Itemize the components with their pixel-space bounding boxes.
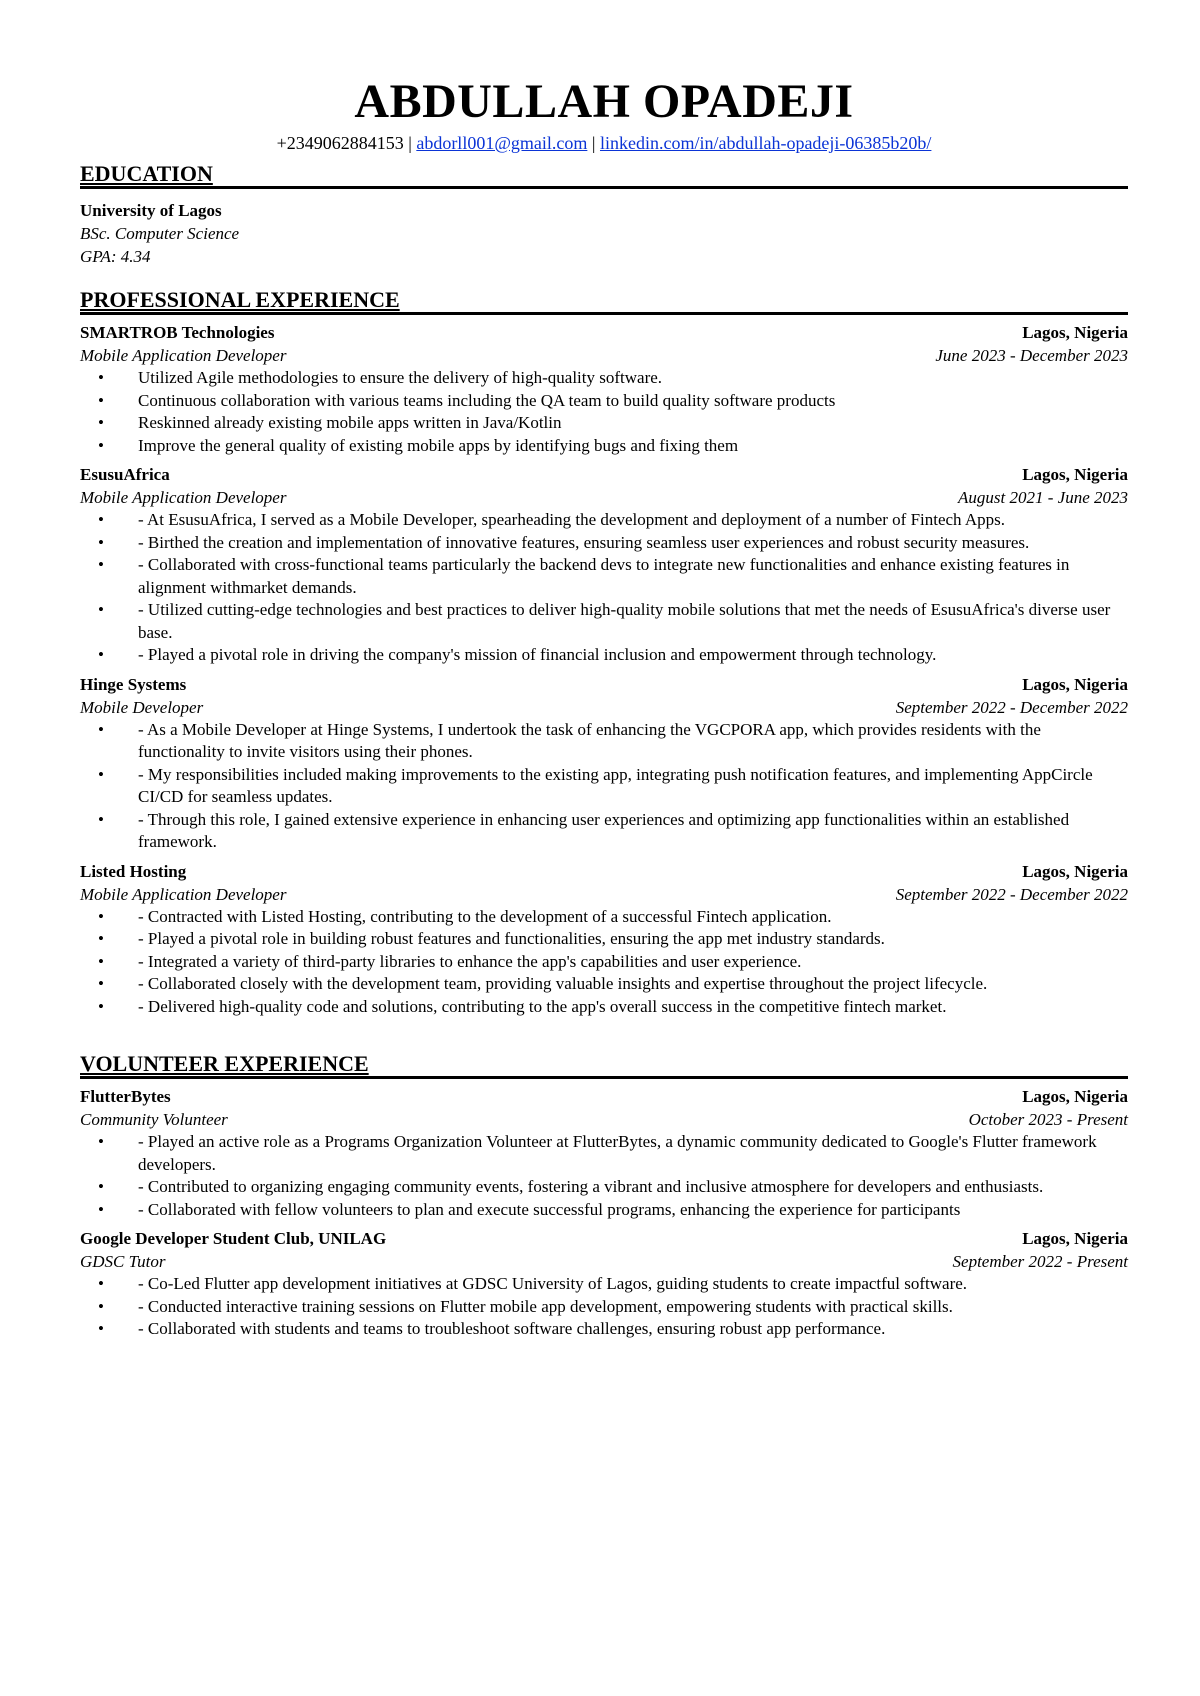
experience-entry	[80, 1227, 1128, 1341]
bullet-item	[80, 1318, 1128, 1341]
bullet-icon: •	[98, 809, 104, 829]
bullet-item	[80, 809, 1128, 854]
job-dates: June 2023 - December 2023	[935, 346, 1128, 365]
bullet-text: - Played a pivotal role in building robust features and functionalities, ensuring the app met industry standards.	[138, 929, 885, 948]
separator: |	[591, 133, 596, 153]
job-location: Lagos, Nigeria	[1022, 1229, 1128, 1248]
bullet-text: - Through this role, I gained extensive experience in enhancing user experiences and optimizing app functionalities within an established framework.	[138, 809, 1070, 851]
bullet-item	[80, 390, 1128, 413]
entry-header-row	[80, 463, 1128, 486]
job-role: Community Volunteer	[80, 1110, 228, 1129]
bullet-icon: •	[98, 974, 104, 993]
bullet-text: - As a Mobile Developer at Hinge Systems, I undertook the task of enhancing the VGCPORA app, which provides residents with the functionality to invite visitors using their phones.	[138, 719, 1041, 761]
bullet-item	[80, 719, 1128, 764]
bullet-icon: •	[98, 719, 104, 739]
bullet-text: - Collaborated with fellow volunteers to plan and execute successful programs, enhancing the experience for participants	[138, 1199, 961, 1219]
bullet-list	[80, 1131, 1128, 1221]
entry-role-row	[80, 486, 1128, 509]
volunteer-experience-section	[80, 1052, 1128, 1341]
entry-header-row	[80, 1227, 1128, 1250]
section-heading: EDUCATION	[80, 162, 1128, 189]
entry-role-row	[80, 344, 1128, 367]
bullet-item	[80, 532, 1128, 555]
bullet-item	[80, 509, 1128, 532]
bullet-icon: •	[98, 1319, 104, 1338]
experience-entry	[80, 463, 1128, 667]
bullet-item	[80, 973, 1128, 996]
bullet-icon: •	[98, 555, 104, 574]
job-role: Mobile Application Developer	[80, 884, 287, 904]
bullet-text: - Collaborated with students and teams to troubleshoot software challenges, ensuring robust app performance.	[138, 1319, 886, 1338]
bullet-item	[80, 906, 1128, 929]
company-name: SMARTROB Technologies	[80, 323, 275, 342]
experience-entry	[80, 321, 1128, 457]
entry-role-row	[80, 883, 1128, 906]
company-name: EsusuAfrica	[80, 465, 170, 484]
bullet-text: - Birthed the creation and implementation of innovative features, ensuring seamless user experiences and robust security measures.	[138, 532, 1030, 552]
bullet-text: - Collaborated with cross-functional teams particularly the backend devs to integrate new functionalities and enhance existing features in alignment withmarket demands.	[138, 555, 1070, 597]
entry-role-row	[80, 696, 1128, 719]
job-location: Lagos, Nigeria	[1022, 323, 1128, 342]
bullet-item	[80, 951, 1128, 974]
bullet-icon: •	[98, 413, 104, 432]
bullet-text: - Played an active role as a Programs Organization Volunteer at FlutterBytes, a dynamic community dedicated to Google's Flutter framework developers.	[138, 1132, 1097, 1174]
bullet-text: - Integrated a variety of third-party libraries to enhance the app's capabilities and user experience.	[138, 951, 802, 971]
company-name: Listed Hosting	[80, 861, 187, 881]
job-location: Lagos, Nigeria	[1022, 861, 1128, 881]
bullet-item	[80, 435, 1128, 458]
job-dates: September 2022 - December 2022	[895, 884, 1128, 904]
entry-header-row	[80, 673, 1128, 696]
bullet-text: Utilized Agile methodologies to ensure the delivery of high-quality software.	[138, 368, 663, 387]
job-role: Mobile Developer	[80, 697, 204, 717]
bullet-text: - Collaborated closely with the development team, providing valuable insights and expertise throughout the project lifecycle.	[138, 974, 988, 993]
job-role: Mobile Application Developer	[80, 346, 287, 365]
entry-header-row	[80, 321, 1128, 344]
bullet-text: Reskinned already existing mobile apps written in Java/Kotlin	[138, 413, 562, 432]
bullet-item	[80, 644, 1128, 667]
bullet-icon: •	[98, 368, 104, 387]
entry-header-row	[80, 860, 1128, 883]
experience-entry	[80, 860, 1128, 1019]
bullet-icon: •	[98, 600, 104, 619]
separator: |	[408, 133, 412, 153]
bullet-icon: •	[98, 1296, 104, 1316]
bullet-item	[80, 599, 1128, 644]
bullet-text: - My responsibilities included making improvements to the existing app, integrating push notification features, and implementing AppCircle CI/CD for seamless updates.	[138, 764, 1093, 806]
bullet-text: - Delivered high-quality code and solutions, contributing to the app's overall success in the competitive fintech market.	[138, 996, 947, 1016]
email-link[interactable]: abdorll001@gmail.com	[416, 133, 588, 153]
bullet-list	[80, 719, 1128, 854]
job-dates: September 2022 - December 2022	[895, 697, 1128, 717]
volunteer-jobs	[80, 1085, 1128, 1341]
bullet-icon: •	[98, 1177, 104, 1196]
job-dates: October 2023 - Present	[968, 1110, 1128, 1129]
bullet-text: - Contracted with Listed Hosting, contributing to the development of a successful Fintech application.	[138, 906, 832, 926]
bullet-icon: •	[98, 906, 104, 926]
bullet-text: - Co-Led Flutter app development initiatives at GDSC University of Lagos, guiding students to create impactful software.	[138, 1274, 968, 1293]
bullet-item	[80, 412, 1128, 435]
bullet-list	[80, 906, 1128, 1019]
bullet-item	[80, 928, 1128, 951]
bullet-icon: •	[98, 1274, 104, 1293]
degree: BSc. Computer Science	[80, 224, 240, 243]
bullet-item	[80, 1176, 1128, 1199]
bullet-icon: •	[98, 510, 104, 529]
company-name: Hinge Systems	[80, 674, 187, 694]
linkedin-link[interactable]: linkedin.com/in/abdullah-opadeji-06385b20b/	[599, 133, 932, 153]
bullet-icon: •	[98, 390, 104, 410]
bullet-icon: •	[98, 645, 104, 664]
bullet-list	[80, 1273, 1128, 1341]
job-location: Lagos, Nigeria	[1022, 1087, 1128, 1106]
bullet-text: Improve the general quality of existing mobile apps by identifying bugs and fixing them	[138, 435, 739, 455]
entry-role-row	[80, 1108, 1128, 1131]
professional-experience-section	[80, 288, 1128, 1018]
section-heading: PROFESSIONAL EXPERIENCE	[80, 288, 1128, 315]
bullet-item	[80, 554, 1128, 599]
bullet-icon: •	[98, 929, 104, 948]
job-location: Lagos, Nigeria	[1022, 465, 1128, 484]
resume-page	[80, 74, 1128, 1341]
education-section	[80, 162, 1128, 268]
experience-entry	[80, 1085, 1128, 1221]
bullet-text: - Utilized cutting-edge technologies and best practices to deliver high-quality mobile solutions that met the needs of EsusuAfrica's diverse user base.	[138, 600, 1111, 642]
experience-entry	[80, 673, 1128, 854]
bullet-text: - Played a pivotal role in driving the company's mission of financial inclusion and empowerment through technology.	[138, 645, 937, 664]
section-heading: VOLUNTEER EXPERIENCE	[80, 1052, 1128, 1079]
entry-header-row	[80, 1085, 1128, 1108]
bullet-icon: •	[98, 1199, 104, 1219]
job-role: Mobile Application Developer	[80, 488, 287, 507]
bullet-list	[80, 367, 1128, 457]
company-name: FlutterBytes	[80, 1087, 171, 1106]
entry-role-row	[80, 1250, 1128, 1273]
bullet-item	[80, 764, 1128, 809]
bullet-text: - Contributed to organizing engaging community events, fostering a vibrant and inclusive atmosphere for developers and enthusiasts.	[138, 1177, 1044, 1196]
company-name: Google Developer Student Club, UNILAG	[80, 1229, 387, 1248]
bullet-icon: •	[98, 951, 104, 971]
school-name: University of Lagos	[80, 201, 222, 220]
gpa: GPA: 4.34	[80, 247, 151, 266]
job-dates: August 2021 - June 2023	[958, 488, 1128, 507]
bullet-icon: •	[98, 764, 104, 784]
bullet-icon: •	[98, 996, 104, 1016]
bullet-icon: •	[98, 1132, 104, 1151]
bullet-item	[80, 996, 1128, 1019]
phone-number: +2349062884153	[276, 133, 404, 153]
job-location: Lagos, Nigeria	[1022, 674, 1128, 694]
bullet-text: Continuous collaboration with various teams including the QA team to build quality software products	[138, 390, 836, 410]
bullet-item	[80, 1131, 1128, 1176]
bullet-item	[80, 1296, 1128, 1319]
bullet-item	[80, 367, 1128, 390]
candidate-name: ABDULLAH OPADEJI	[354, 75, 854, 128]
job-dates: September 2022 - Present	[952, 1252, 1128, 1271]
bullet-item	[80, 1273, 1128, 1296]
bullet-icon: •	[98, 532, 104, 552]
bullet-icon: •	[98, 435, 104, 455]
professional-jobs	[80, 321, 1128, 1018]
bullet-text: - Conducted interactive training sessions on Flutter mobile app development, empowering students with practical skills.	[138, 1296, 953, 1316]
contact-line	[80, 132, 1128, 154]
bullet-list	[80, 509, 1128, 667]
bullet-item	[80, 1199, 1128, 1222]
bullet-text: - At EsusuAfrica, I served as a Mobile Developer, spearheading the development and deployment of a number of Fintech Apps.	[138, 510, 1006, 529]
job-role: GDSC Tutor	[80, 1252, 166, 1271]
